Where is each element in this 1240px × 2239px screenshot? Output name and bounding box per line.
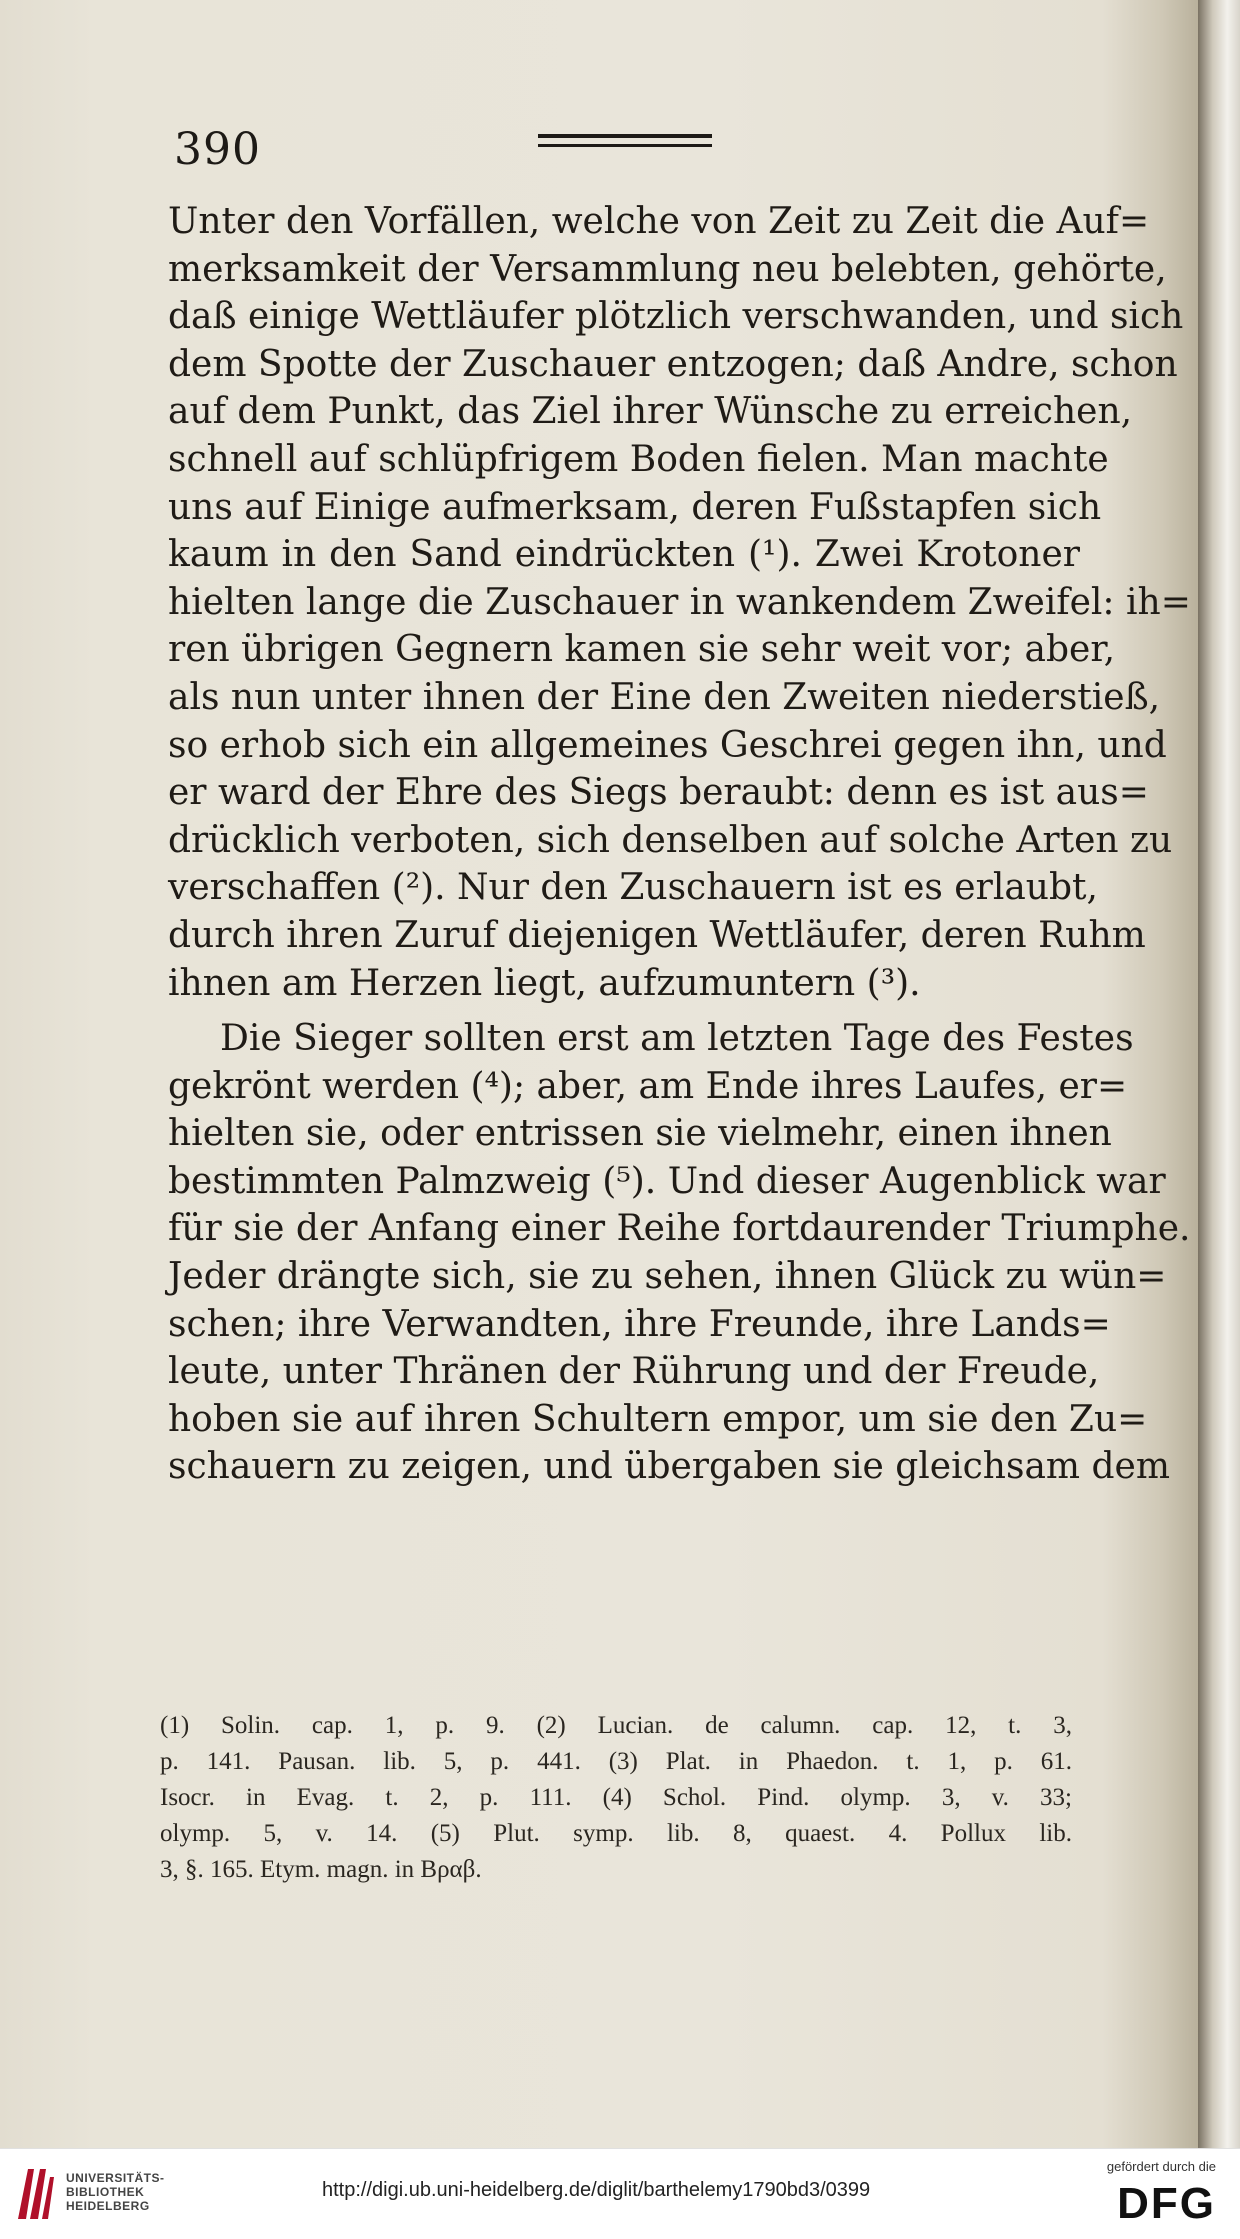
digitization-footer xyxy=(0,2148,1240,2239)
text-line: schnell auf schlüpfrigem Boden fielen. Man machte xyxy=(168,438,1109,480)
text-line: merksamkeit der Versammlung neu belebten, gehörte, xyxy=(168,248,1167,290)
footnote-line: olymp. 5, v. 14. (5) Plut. symp. lib. 8, quaest. 4. Pollux lib. xyxy=(160,1820,1072,1847)
text-line: ihnen am Herzen liegt, aufzumuntern (³). xyxy=(168,962,921,1004)
text-line: Jeder drängte sich, sie zu sehen, ihnen Glück zu wün= xyxy=(168,1256,1167,1298)
text-line: hielten lange die Zuschauer in wankendem Zweifel: ih= xyxy=(168,581,1191,623)
text-line: schauern zu zeigen, und übergaben sie gleichsam dem xyxy=(168,1446,1170,1488)
text-line: ren übrigen Gegnern kamen sie sehr weit vor; aber, xyxy=(168,629,1116,671)
footnote-line: Isocr. in Evag. t. 2, p. 111. (4) Schol. Pind. olymp. 3, v. 33; xyxy=(160,1784,1072,1811)
text-line: schen; ihre Verwandten, ihre Freunde, ihre Lands= xyxy=(168,1303,1111,1345)
text-line: hoben sie auf ihren Schultern empor, um sie den Zu= xyxy=(168,1398,1148,1440)
text-line: hielten sie, oder entrissen sie vielmehr, einen ihnen xyxy=(168,1113,1112,1155)
text-line: Unter den Vorfällen, welche von Zeit zu Zeit die Auf= xyxy=(168,201,1150,242)
text-line: auf dem Punkt, das Ziel ihrer Wünsche zu erreichen, xyxy=(168,391,1133,433)
text-line: er ward der Ehre des Siegs beraubt: denn es ist aus= xyxy=(168,772,1149,814)
footnote-line: 3, §. 165. Etym. magn. in Βραβ. xyxy=(160,1856,482,1883)
text-line: dem Spotte der Zuschauer entzogen; daß Andre, schon xyxy=(168,343,1178,385)
page-header xyxy=(170,124,1080,180)
logo-line-1: UNIVERSITÄTS- xyxy=(66,2171,165,2185)
page-number: 390 xyxy=(174,124,261,175)
footnotes xyxy=(160,1708,1072,1888)
university-library-logo-icon xyxy=(14,2163,58,2223)
logo-line-2: BIBLIOTHEK xyxy=(66,2185,145,2199)
library-logo-text xyxy=(66,2171,165,2213)
text-line: Die Sieger sollten erst am letzten Tage des Festes xyxy=(220,1018,1134,1060)
text-line: so erhob sich ein allgemeines Geschrei gegen ihn, und xyxy=(168,724,1167,766)
logo-line-3: HEIDELBERG xyxy=(66,2199,150,2213)
header-rule-top xyxy=(538,134,712,138)
footnote-line: (1) Solin. cap. 1, p. 9. (2) Lucian. de calumn. cap. 12, t. 3, xyxy=(160,1712,1072,1739)
text-line: daß einige Wettläufer plötzlich verschwanden, und sich xyxy=(168,296,1184,338)
book-gutter xyxy=(1198,0,1240,2148)
text-line: gekrönt werden (⁴); aber, am Ende ihres Laufes, er= xyxy=(168,1065,1128,1107)
footnote-line: p. 141. Pausan. lib. 5, p. 441. (3) Plat. in Phaedon. t. 1, p. 61. xyxy=(160,1748,1072,1775)
text-line: verschaffen (²). Nur den Zuschauern ist es erlaubt, xyxy=(168,867,1098,909)
header-rule-bottom xyxy=(538,144,712,147)
text-line: uns auf Einige aufmerksam, deren Fußstapfen sich xyxy=(168,486,1102,528)
text-line: kaum in den Sand eindrückten (¹). Zwei Krotoner xyxy=(168,534,1080,576)
text-line: bestimmten Palmzweig (⁵). Und dieser Augenblick war xyxy=(168,1160,1166,1202)
text-line: als nun unter ihnen der Eine den Zweiten niederstieß, xyxy=(168,676,1161,718)
dfg-logo: DFG xyxy=(1117,2179,1216,2228)
paragraph-2 xyxy=(168,1015,1191,1491)
text-line: für sie der Anfang einer Reihe fortdaurender Triumphe. xyxy=(168,1208,1191,1250)
funding-caption: gefördert durch die xyxy=(1106,2159,1216,2174)
text-line: durch ihren Zuruf diejenigen Wettläufer, deren Ruhm xyxy=(168,914,1146,956)
body-text xyxy=(168,198,1191,1491)
text-line: drücklich verboten, sich denselben auf solche Arten zu xyxy=(168,819,1173,861)
paragraph-1 xyxy=(168,198,1191,1007)
permalink-url[interactable]: http://digi.ub.uni-heidelberg.de/diglit/barthelemy1790bd3/0399 xyxy=(322,2179,871,2201)
text-line: leute, unter Thränen der Rührung und der Freude, xyxy=(168,1351,1100,1393)
